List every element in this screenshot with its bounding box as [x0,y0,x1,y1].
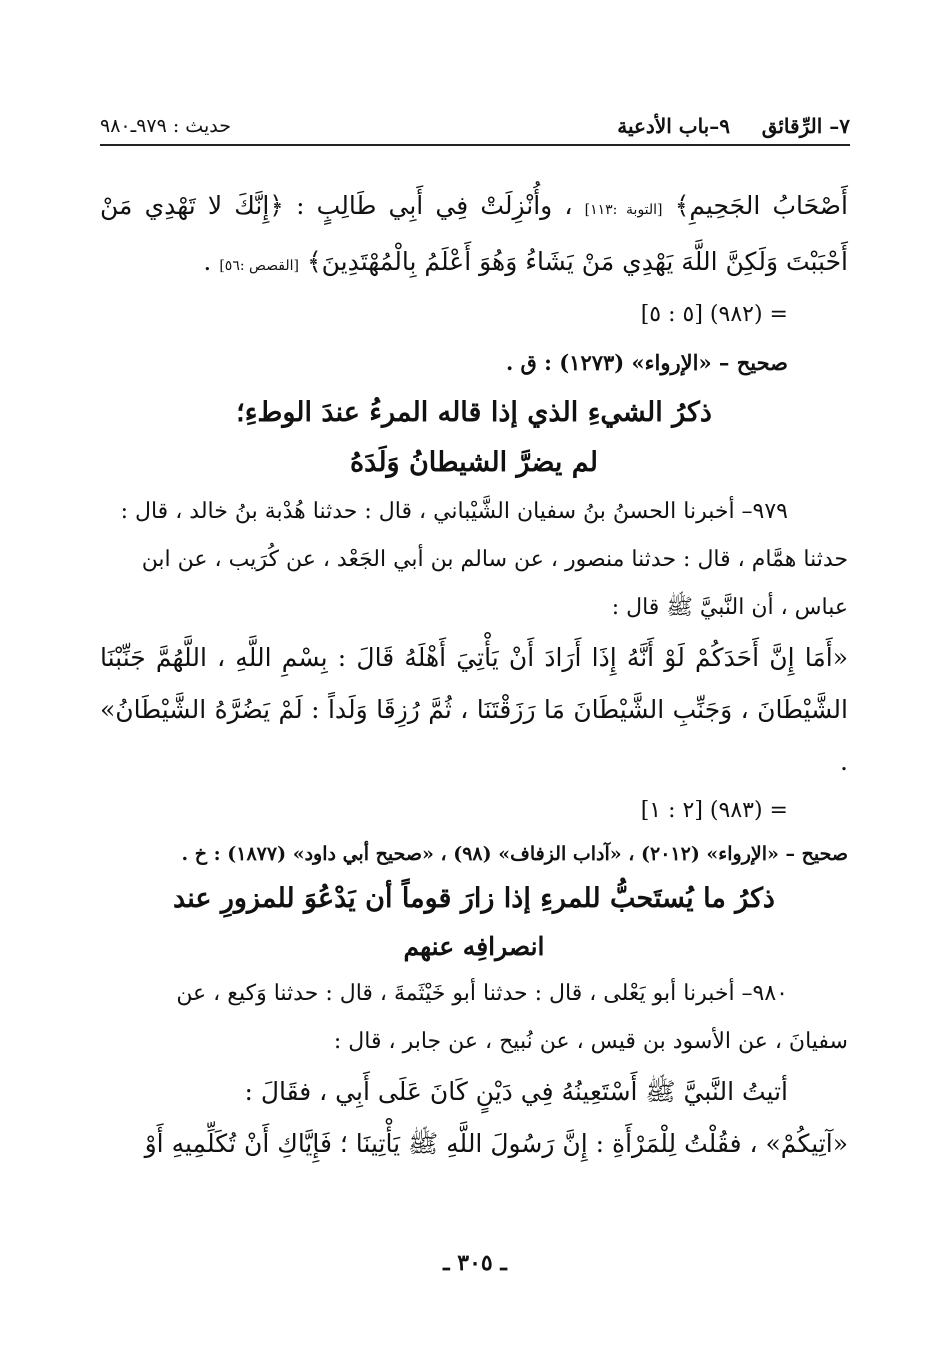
hadith-range: حديث : ٩٧٩ـ٩٨٠ [100,115,231,137]
hadith-980-isnad: ٩٨٠– أخبرنا أبو يَعْلى ، قال : حدثنا أبو خَيْثَمةَ ، قال : حدثنا وَكيع ، عن [176,981,788,1006]
chapter-heading-line: لم يضرَّ الشيطانُ وَلَدَهُ [350,447,598,478]
hadith-980-matn: أتيتُ النَّبيَّ ﷺ أَسْتَعِينُهُ فِي دَيْنٍ كَانَ عَلَى أَبِي ، فقَالَ : [244,1077,788,1106]
hadith-979-isnad: ٩٧٩– أخبرنا الحسنُ بنُ سفيان الشَّيْباني ، قال : حدثنا هُدْبة بنُ خالد ، قال : [120,499,788,524]
grading-983: صحيح – «الإرواء» (٢٠١٢) ، «آداب الزفاف» (٩٨) ، «صحيح أبي داود» (١٨٧٧) : خ . [181,843,848,865]
chapter-heading-line: ذكرُ الشيءِ الذي إذا قاله المرءُ عندَ الوطءِ؛ [236,397,712,428]
quran-paragraph [100,180,848,292]
quran-reference: [التوبة :١١٣] [584,202,663,218]
running-header [100,108,850,146]
section-title: ٩–باب الأدعية [617,114,730,138]
chapter-heading-line: ذكرُ ما يُستَحبُّ للمرءِ إذا زارَ قوماً أن يَدْعُوَ للمزورِ عند [173,883,775,914]
quran-reference: [القصص :٥٦] [219,258,300,274]
grading-982: صحيح – «الإرواء» (١٢٧٣) : ق . [505,350,788,375]
quran-text-1: أَصْحَابُ الجَحِيمِ﴾ [674,191,848,220]
chapter-heading-line: انصرافِه عنهم [403,932,545,961]
hadith-979-matn: «أَمَا إِنَّ أَحَدَكُمْ لَوْ أَنَّهُ إِذَا أَرَادَ أَنْ يَأْتِيَ أَهْلَهُ قَالَ : بِسْمِ اللَّهِ ، اللَّهُمَّ جَنِّبْنَا الشَّيْطَانَ ، وَجَنِّبِ الشَّيْطَانَ مَا رَزَقْتَنَا ، ثُمَّ رُزِقَا وَلَداً : لَمْ يَضُرَّهُ الشَّيْطَانُ» . [100,643,848,776]
quran-text-end: . [203,247,212,276]
page-number: ـ ٣٠٥ ـ [443,1250,507,1276]
hadith-980-isnad: سفيانَ ، عن الأسود بن قيس ، عن نُبيح ، عن جابر ، قال : [333,1029,848,1054]
hadith-980-matn: «آتِيكُمْ» ، فقُلْتُ لِلْمَرْأَةِ : إِنَّ رَسُولَ اللَّهِ ﷺ يَأْتِينَا ؛ فَإِيَّاكِ أَنْ تُكَلِّمِيهِ أَوْ [144,1129,848,1158]
page-body [100,180,848,1170]
cross-reference-983: = (٩٨٣) [٢ : ١] [640,798,788,823]
chapter-title: ٧– الرِّقائق [761,114,850,138]
hadith-979-isnad: عباس ، أن النَّبيَّ ﷺ قال : [611,595,848,620]
cross-reference-982: = (٩٨٢) [٥ : ٥] [640,302,788,327]
hadith-979-isnad: حدثنا همَّام ، قال : حدثنا منصور ، عن سالم بن أبي الجَعْد ، عن كُرَيب ، عن ابن [141,547,848,572]
quran-text-2: ، وأُنْزِلَتْ فِي أَبِي طَالِبٍ : ﴿إِنَّكَ لا تَهْدِي مَنْ أَحْبَبْتَ وَلَكِنَّ اللَّهَ يَهْدِي مَنْ يَشَاءُ وَهُوَ أَعْلَمُ بِالْمُهْتَدِينَ﴾ [100,191,848,276]
